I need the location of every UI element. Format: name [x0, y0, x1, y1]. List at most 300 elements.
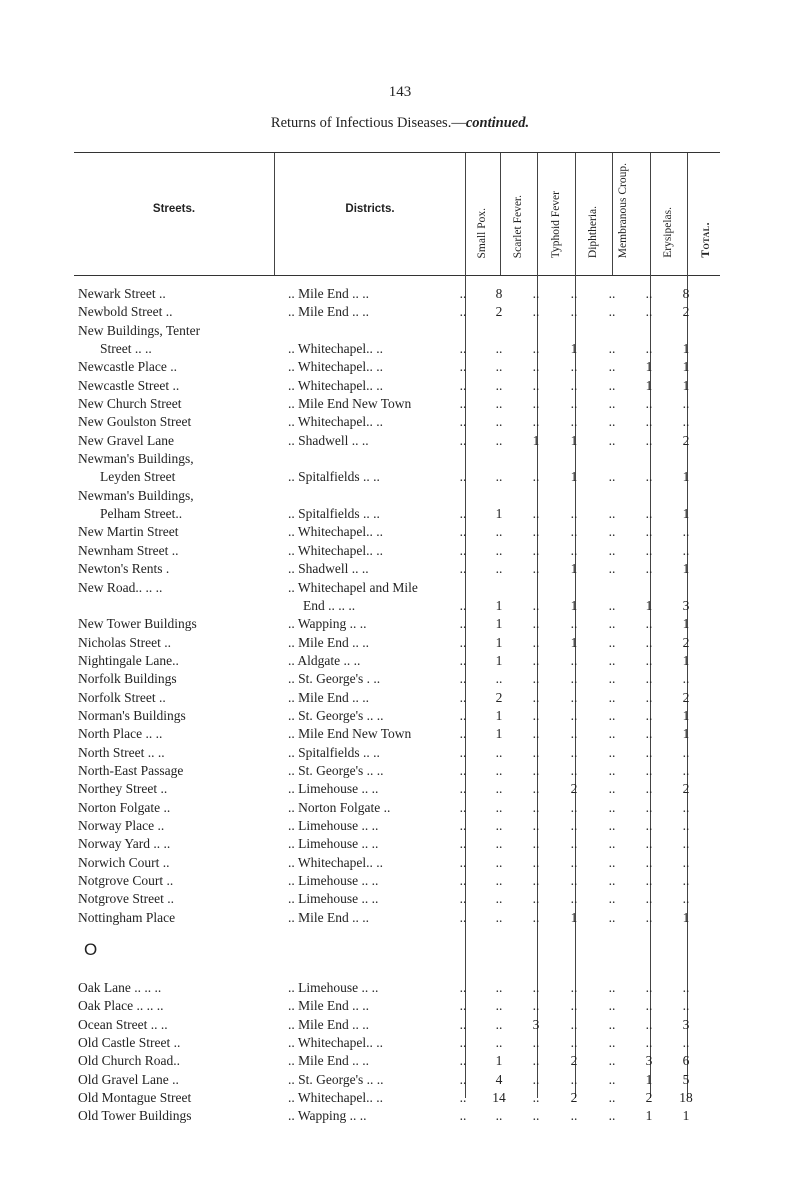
typhoid-fever-cell: .. — [532, 909, 540, 925]
diphtheria-cell: .. — [570, 524, 578, 540]
scarlet-fever-cell: .. — [495, 891, 503, 907]
membranous-croup-cell: .. — [608, 396, 616, 412]
erysipelas-cell: .. — [645, 980, 653, 996]
typhoid-fever-cell: .. — [532, 980, 540, 996]
table-row — [0, 285, 800, 303]
membranous-croup-cell: .. — [608, 980, 616, 996]
erysipelas-cell: .. — [645, 432, 653, 448]
typhoid-fever-cell: .. — [532, 634, 540, 650]
district-cell: .. Shadwell .. .. — [288, 432, 369, 448]
scarlet-fever-cell: .. — [495, 671, 503, 687]
scarlet-fever-cell: .. — [495, 980, 503, 996]
district-cell: .. Whitechapel and Mile — [288, 579, 418, 595]
table-top-rule — [74, 152, 720, 153]
section-letter: O — [84, 940, 98, 960]
header-streets: Streets. — [152, 203, 196, 215]
street-cell: Norway Place .. — [78, 817, 165, 833]
membranous-croup-cell: .. — [608, 524, 616, 540]
total-cell: .. — [682, 891, 690, 907]
table-row — [0, 780, 800, 798]
street-cell: Ocean Street .. .. — [78, 1016, 168, 1032]
district-cell: .. Limehouse .. .. — [288, 891, 379, 907]
erysipelas-cell: .. — [645, 854, 653, 870]
district-cell: .. Wapping .. .. — [288, 616, 367, 632]
table-row — [0, 597, 800, 615]
total-cell: .. — [682, 799, 690, 815]
scarlet-fever-cell: .. — [495, 762, 503, 778]
diphtheria-cell: .. — [570, 652, 578, 668]
typhoid-fever-cell: .. — [532, 817, 540, 833]
district-cell: .. St. George's .. .. — [288, 762, 384, 778]
erysipelas-cell: .. — [645, 909, 653, 925]
membranous-croup-cell: .. — [608, 414, 616, 430]
typhoid-fever-cell: .. — [532, 1071, 540, 1087]
scarlet-fever-cell: 1 — [495, 634, 503, 650]
scarlet-fever-cell: .. — [495, 561, 503, 577]
scarlet-fever-cell: 1 — [495, 506, 503, 522]
street-cell: Newbold Street .. — [78, 304, 173, 320]
header-divider — [500, 153, 501, 275]
table-row — [0, 1089, 800, 1107]
street-cell: Newnham Street .. — [78, 542, 179, 558]
typhoid-fever-cell: .. — [532, 506, 540, 522]
diphtheria-cell: .. — [570, 1071, 578, 1087]
erysipelas-cell: .. — [645, 891, 653, 907]
membranous-croup-cell: .. — [608, 469, 616, 485]
erysipelas-cell: .. — [645, 998, 653, 1014]
typhoid-fever-cell: .. — [532, 396, 540, 412]
header-small-pox: Small Pox. — [476, 207, 488, 258]
erysipelas-cell: 1 — [645, 597, 653, 613]
typhoid-fever-cell: .. — [532, 726, 540, 742]
scarlet-fever-cell: .. — [495, 377, 503, 393]
small-pox-cell: .. — [459, 414, 467, 430]
district-cell: .. St. George's .. .. — [288, 707, 384, 723]
typhoid-fever-cell: .. — [532, 414, 540, 430]
membranous-croup-cell: .. — [608, 998, 616, 1014]
table-row — [0, 1052, 800, 1070]
typhoid-fever-cell: .. — [532, 1053, 540, 1069]
diphtheria-cell: .. — [570, 304, 578, 320]
title-main: Returns of Infectious Diseases.— — [270, 115, 466, 131]
membranous-croup-cell: .. — [608, 854, 616, 870]
typhoid-fever-cell: .. — [532, 542, 540, 558]
district-cell: .. Mile End New Town — [288, 396, 412, 412]
street-cell: Newton's Rents . — [78, 561, 170, 577]
small-pox-cell: .. — [459, 1016, 467, 1032]
street-cell: Old Castle Street .. — [78, 1035, 181, 1051]
diphtheria-cell: 1 — [570, 341, 578, 357]
erysipelas-cell: 1 — [645, 359, 653, 375]
scarlet-fever-cell: .. — [495, 469, 503, 485]
small-pox-cell: .. — [459, 634, 467, 650]
typhoid-fever-cell: .. — [532, 304, 540, 320]
erysipelas-cell: .. — [645, 304, 653, 320]
membranous-croup-cell: .. — [608, 652, 616, 668]
street-cell: Newman's Buildings, — [78, 451, 194, 467]
district-cell: .. Limehouse .. .. — [288, 873, 379, 888]
small-pox-cell: .. — [459, 799, 467, 815]
scarlet-fever-cell: .. — [495, 1016, 503, 1032]
total-cell: 6 — [682, 1053, 690, 1069]
table-row — [0, 854, 800, 872]
membranous-croup-cell: .. — [608, 304, 616, 320]
typhoid-fever-cell: .. — [532, 762, 540, 778]
erysipelas-cell: .. — [645, 744, 653, 760]
table-row — [0, 358, 800, 376]
total-cell: 18 — [679, 1090, 693, 1106]
district-cell: .. Mile End New Town — [288, 726, 412, 742]
small-pox-cell: .. — [459, 1071, 467, 1087]
membranous-croup-cell: .. — [608, 561, 616, 577]
typhoid-fever-cell: .. — [532, 873, 540, 888]
street-cell: Old Tower Buildings — [78, 1108, 192, 1124]
scarlet-fever-cell: 2 — [495, 689, 503, 705]
erysipelas-cell: .. — [645, 506, 653, 522]
small-pox-cell: .. — [459, 744, 467, 760]
street-cell: Norway Yard .. .. — [78, 836, 171, 852]
erysipelas-cell: .. — [645, 469, 653, 485]
diphtheria-cell: .. — [570, 616, 578, 632]
scarlet-fever-cell: .. — [495, 1035, 503, 1051]
district-cell: .. Whitechapel.. .. — [288, 341, 383, 357]
table-row — [0, 652, 800, 670]
street-cell: Notgrove Street .. — [78, 891, 174, 907]
street-cell: Leyden Street — [100, 469, 176, 485]
membranous-croup-cell: .. — [608, 286, 616, 301]
diphtheria-cell: .. — [570, 286, 578, 301]
total-cell: 1 — [682, 909, 690, 925]
district-cell: .. Shadwell .. .. — [288, 561, 369, 577]
typhoid-fever-cell: .. — [532, 286, 540, 301]
district-cell: .. Limehouse .. .. — [288, 980, 379, 996]
header-districts: Districts. — [345, 203, 395, 215]
small-pox-cell: .. — [459, 341, 467, 357]
typhoid-fever-cell: .. — [532, 854, 540, 870]
diphtheria-cell: 2 — [570, 781, 578, 797]
header-total: Total. — [700, 222, 712, 258]
scarlet-fever-cell: .. — [495, 396, 503, 412]
street-cell: Oak Lane .. .. .. — [78, 980, 162, 996]
total-cell: .. — [682, 524, 690, 540]
district-cell: .. Mile End .. .. — [288, 304, 369, 320]
diphtheria-cell: .. — [570, 671, 578, 687]
district-cell: End .. .. .. — [303, 597, 356, 613]
erysipelas-cell: 1 — [645, 1071, 653, 1087]
diphtheria-cell: .. — [570, 762, 578, 778]
membranous-croup-cell: .. — [608, 689, 616, 705]
total-cell: 1 — [682, 561, 690, 577]
small-pox-cell: .. — [459, 377, 467, 393]
small-pox-cell: .. — [459, 891, 467, 907]
district-cell: .. Whitechapel.. .. — [288, 854, 383, 870]
diphtheria-cell: .. — [570, 873, 578, 888]
total-cell: 1 — [682, 652, 690, 668]
header-divider — [612, 153, 613, 275]
table-row — [0, 799, 800, 817]
total-cell: 1 — [682, 1108, 690, 1124]
total-cell: 1 — [682, 616, 690, 632]
typhoid-fever-cell: .. — [532, 1035, 540, 1051]
scarlet-fever-cell: 1 — [495, 652, 503, 668]
small-pox-cell: .. — [459, 542, 467, 558]
street-cell: Notgrove Court .. — [78, 873, 174, 888]
district-cell: .. Mile End .. .. — [288, 689, 369, 705]
table-row — [0, 303, 800, 321]
scarlet-fever-cell: 1 — [495, 616, 503, 632]
diphtheria-cell: .. — [570, 799, 578, 815]
small-pox-cell: .. — [459, 1108, 467, 1124]
table-row — [0, 487, 800, 505]
district-cell: .. Wapping .. .. — [288, 1108, 367, 1124]
table-row — [0, 872, 800, 890]
small-pox-cell: .. — [459, 652, 467, 668]
table-row — [0, 707, 800, 725]
erysipelas-cell: .. — [645, 634, 653, 650]
typhoid-fever-cell: .. — [532, 359, 540, 375]
small-pox-cell: .. — [459, 616, 467, 632]
scarlet-fever-cell: 14 — [492, 1090, 506, 1106]
diphtheria-cell: 2 — [570, 1053, 578, 1069]
district-cell: .. Whitechapel.. .. — [288, 1035, 383, 1051]
district-cell: .. Norton Folgate .. — [288, 799, 391, 815]
membranous-croup-cell: .. — [608, 616, 616, 632]
total-cell: 5 — [682, 1071, 690, 1087]
erysipelas-cell: .. — [645, 542, 653, 558]
diphtheria-cell: .. — [570, 891, 578, 907]
scarlet-fever-cell: 1 — [495, 597, 503, 613]
total-cell: 1 — [682, 377, 690, 393]
diphtheria-cell: .. — [570, 980, 578, 996]
street-cell: Oak Place .. .. .. — [78, 998, 164, 1014]
membranous-croup-cell: .. — [608, 359, 616, 375]
typhoid-fever-cell: .. — [532, 1090, 540, 1106]
total-cell: 1 — [682, 341, 690, 357]
membranous-croup-cell: .. — [608, 909, 616, 925]
street-cell: New Road.. .. .. — [78, 579, 163, 595]
table-row — [0, 377, 800, 395]
small-pox-cell: .. — [459, 469, 467, 485]
table-row — [0, 505, 800, 523]
scarlet-fever-cell: 1 — [495, 726, 503, 742]
scarlet-fever-cell: .. — [495, 1108, 503, 1124]
erysipelas-cell: .. — [645, 762, 653, 778]
small-pox-cell: .. — [459, 854, 467, 870]
diphtheria-cell: .. — [570, 414, 578, 430]
table-body — [0, 285, 800, 1126]
district-cell: .. Mile End .. .. — [288, 998, 369, 1014]
small-pox-cell: .. — [459, 1053, 467, 1069]
small-pox-cell: .. — [459, 817, 467, 833]
small-pox-cell: .. — [459, 836, 467, 852]
erysipelas-cell: .. — [645, 561, 653, 577]
typhoid-fever-cell: .. — [532, 1108, 540, 1124]
total-cell: 3 — [682, 597, 690, 613]
diphtheria-cell: .. — [570, 707, 578, 723]
typhoid-fever-cell: .. — [532, 597, 540, 613]
small-pox-cell: .. — [459, 762, 467, 778]
typhoid-fever-cell: .. — [532, 616, 540, 632]
diphtheria-cell: .. — [570, 506, 578, 522]
erysipelas-cell: .. — [645, 671, 653, 687]
scarlet-fever-cell: .. — [495, 854, 503, 870]
diphtheria-cell: 1 — [570, 432, 578, 448]
small-pox-cell: .. — [459, 873, 467, 888]
table-row — [0, 835, 800, 853]
district-cell: .. Spitalfields .. .. — [288, 506, 380, 522]
membranous-croup-cell: .. — [608, 836, 616, 852]
header-divider — [465, 153, 466, 275]
total-cell: 2 — [682, 634, 690, 650]
diphtheria-cell: .. — [570, 1035, 578, 1051]
small-pox-cell: .. — [459, 359, 467, 375]
diphtheria-cell: 1 — [570, 469, 578, 485]
small-pox-cell: .. — [459, 1090, 467, 1106]
scarlet-fever-cell: 1 — [495, 707, 503, 723]
typhoid-fever-cell: .. — [532, 671, 540, 687]
erysipelas-cell: 1 — [645, 377, 653, 393]
erysipelas-cell: .. — [645, 396, 653, 412]
street-cell: New Goulston Street — [78, 414, 192, 430]
street-cell: Norwich Court .. — [78, 854, 170, 870]
street-cell: Newcastle Place .. — [78, 359, 177, 375]
diphtheria-cell: .. — [570, 1108, 578, 1124]
district-cell: .. St. George's .. .. — [288, 1071, 384, 1087]
diphtheria-cell: .. — [570, 377, 578, 393]
erysipelas-cell: .. — [645, 799, 653, 815]
typhoid-fever-cell: .. — [532, 891, 540, 907]
scarlet-fever-cell: .. — [495, 341, 503, 357]
total-cell: 1 — [682, 726, 690, 742]
small-pox-cell: .. — [459, 781, 467, 797]
table-row — [0, 579, 800, 597]
erysipelas-cell: 2 — [645, 1090, 653, 1106]
small-pox-cell: .. — [459, 304, 467, 320]
diphtheria-cell: .. — [570, 689, 578, 705]
street-cell: Old Gravel Lane .. — [78, 1071, 179, 1087]
district-cell: .. Limehouse .. .. — [288, 836, 379, 852]
header-membranous-croup: Membranous Croup. — [617, 162, 629, 258]
total-cell: 2 — [682, 304, 690, 320]
table-row — [0, 689, 800, 707]
membranous-croup-cell: .. — [608, 799, 616, 815]
small-pox-cell: .. — [459, 980, 467, 996]
table-row — [0, 634, 800, 652]
district-cell: .. Aldgate .. .. — [288, 652, 361, 668]
membranous-croup-cell: .. — [608, 744, 616, 760]
header-diphtheria: Diphtheria. — [587, 205, 599, 258]
total-cell: .. — [682, 854, 690, 870]
table-row — [0, 395, 800, 413]
district-cell: .. Whitechapel.. .. — [288, 377, 383, 393]
total-cell: 1 — [682, 469, 690, 485]
table-row — [0, 560, 800, 578]
district-cell: .. Spitalfields .. .. — [288, 469, 380, 485]
membranous-croup-cell: .. — [608, 817, 616, 833]
typhoid-fever-cell: .. — [532, 781, 540, 797]
district-cell: .. Whitechapel.. .. — [288, 359, 383, 375]
street-cell: Street .. .. — [100, 341, 152, 357]
scarlet-fever-cell: .. — [495, 873, 503, 888]
total-cell: .. — [682, 396, 690, 412]
small-pox-cell: .. — [459, 561, 467, 577]
street-cell: Northey Street .. — [78, 781, 168, 797]
table-row — [0, 1016, 800, 1034]
header-divider — [650, 153, 651, 275]
total-cell: 3 — [682, 1016, 690, 1032]
table-row — [0, 725, 800, 743]
scarlet-fever-cell: .. — [495, 432, 503, 448]
total-cell: .. — [682, 1035, 690, 1051]
membranous-croup-cell: .. — [608, 1090, 616, 1106]
table-row — [0, 340, 800, 358]
membranous-croup-cell: .. — [608, 1071, 616, 1087]
small-pox-cell: .. — [459, 1035, 467, 1051]
street-cell: Old Church Road.. — [78, 1053, 180, 1069]
header-typhoid-fever: Typhoid Fever — [550, 190, 562, 258]
typhoid-fever-cell: .. — [532, 469, 540, 485]
typhoid-fever-cell: .. — [532, 561, 540, 577]
membranous-croup-cell: .. — [608, 762, 616, 778]
small-pox-cell: .. — [459, 432, 467, 448]
total-cell: 1 — [682, 506, 690, 522]
diphtheria-cell: .. — [570, 359, 578, 375]
scarlet-fever-cell: .. — [495, 998, 503, 1014]
erysipelas-cell: 3 — [645, 1053, 653, 1069]
membranous-croup-cell: .. — [608, 542, 616, 558]
table-row — [0, 762, 800, 780]
scarlet-fever-cell: 4 — [495, 1071, 503, 1087]
scarlet-fever-cell: .. — [495, 817, 503, 833]
scarlet-fever-cell: 2 — [495, 304, 503, 320]
table-row — [0, 817, 800, 835]
table-row — [0, 542, 800, 560]
street-cell: North Place .. .. — [78, 726, 163, 742]
erysipelas-cell: .. — [645, 817, 653, 833]
street-cell: Nicholas Street .. — [78, 634, 171, 650]
membranous-croup-cell: .. — [608, 1053, 616, 1069]
table-row — [0, 670, 800, 688]
small-pox-cell: .. — [459, 286, 467, 301]
street-cell: Pelham Street.. — [100, 506, 183, 522]
erysipelas-cell: .. — [645, 652, 653, 668]
header-bottom-rule — [74, 275, 720, 276]
erysipelas-cell: .. — [645, 781, 653, 797]
membranous-croup-cell: .. — [608, 781, 616, 797]
small-pox-cell: .. — [459, 671, 467, 687]
district-cell: .. Mile End .. .. — [288, 286, 369, 301]
table-row — [0, 997, 800, 1015]
typhoid-fever-cell: .. — [532, 377, 540, 393]
membranous-croup-cell: .. — [608, 506, 616, 522]
erysipelas-cell: .. — [645, 1035, 653, 1051]
membranous-croup-cell: .. — [608, 1016, 616, 1032]
table-row — [0, 890, 800, 908]
membranous-croup-cell: .. — [608, 726, 616, 742]
erysipelas-cell: .. — [645, 616, 653, 632]
street-cell: Nightingale Lane.. — [78, 652, 179, 668]
street-cell: New Tower Buildings — [78, 616, 197, 632]
table-row — [0, 468, 800, 486]
total-cell: .. — [682, 980, 690, 996]
total-cell: .. — [682, 998, 690, 1014]
small-pox-cell: .. — [459, 597, 467, 613]
diphtheria-cell: .. — [570, 836, 578, 852]
header-divider — [575, 153, 576, 275]
district-cell: .. Mile End .. .. — [288, 1016, 369, 1032]
scarlet-fever-cell: .. — [495, 414, 503, 430]
erysipelas-cell: .. — [645, 836, 653, 852]
